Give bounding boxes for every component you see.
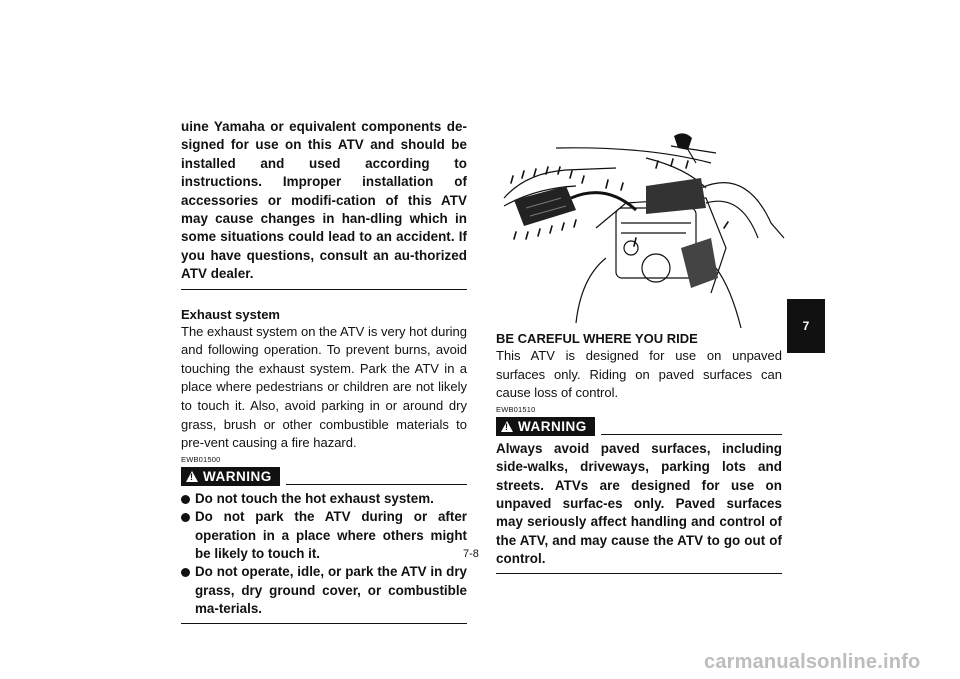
atv-exhaust-illustration	[496, 128, 786, 328]
chapter-tab-label: 7	[802, 319, 810, 333]
right-column	[496, 330, 782, 574]
chapter-tab	[787, 299, 825, 353]
exhaust-heading: Exhaust system	[181, 306, 280, 322]
warning-triangle-icon: !	[501, 421, 513, 432]
ride-heading: BE CAREFUL WHERE YOU RIDE	[496, 331, 698, 346]
warning-rule	[286, 484, 467, 485]
warning-code: EWB01510	[496, 404, 536, 414]
warning-header	[496, 414, 782, 436]
warning-text: Always avoid paved surfaces, including side-walks, driveways, parking lots and streets. ATVs are designed for use on unpaved surfac-es only. Paved surfaces may seriously affect handling and control of the ATV, and may cause the ATV to go out of control.	[496, 440, 782, 567]
list-item: Do not park the ATV during or after operation in a place where others might be likely to touch it.	[181, 508, 467, 563]
list-item: Do not touch the hot exhaust system.	[181, 490, 467, 508]
continued-paragraph: uine Yamaha or equivalent components de-signed for use on this ATV and should be installed and used according to instructions. Improper installation of accessories or modifi-cation of this ATV may cause changes in han-dling which in some situations could lead to an accident. If you have questions, consult an au-thorized ATV dealer.	[181, 119, 467, 282]
warning-badge	[496, 417, 595, 436]
warning-label: WARNING	[203, 468, 272, 484]
warning-end-rule	[181, 623, 467, 624]
warning-rule	[601, 434, 782, 435]
warning-end-rule	[496, 573, 782, 574]
footer-watermark: carmanualsonline.info	[704, 651, 921, 673]
page-number: 7-8	[463, 548, 479, 560]
warning-badge	[181, 467, 280, 486]
left-column	[181, 118, 467, 624]
warning-code: EWB01500	[181, 454, 221, 464]
list-item: Do not operate, idle, or park the ATV in dry grass, dry ground cover, or combustible ma-terials.	[181, 563, 467, 618]
warning-label: WARNING	[518, 418, 587, 434]
bullet-icon	[181, 495, 190, 504]
warning-header	[181, 464, 467, 486]
ride-body: This ATV is designed for use on unpaved surfaces only. Riding on paved surfaces can cause loss of control.	[496, 348, 782, 401]
paragraph-rule	[181, 289, 467, 290]
warning-triangle-icon: !	[186, 471, 198, 482]
exhaust-body: The exhaust system on the ATV is very hot during and following operation. To prevent burns, avoid touching the exhaust system. Park the ATV in a place where pedestrians or children are not likely to touch it. Also, avoid parking in or around dry grass, brush or other combustible materials to pre-vent causing a fire hazard.	[181, 323, 467, 451]
bullet-icon	[181, 513, 190, 522]
warning-list	[181, 490, 467, 619]
bullet-icon	[181, 568, 190, 577]
